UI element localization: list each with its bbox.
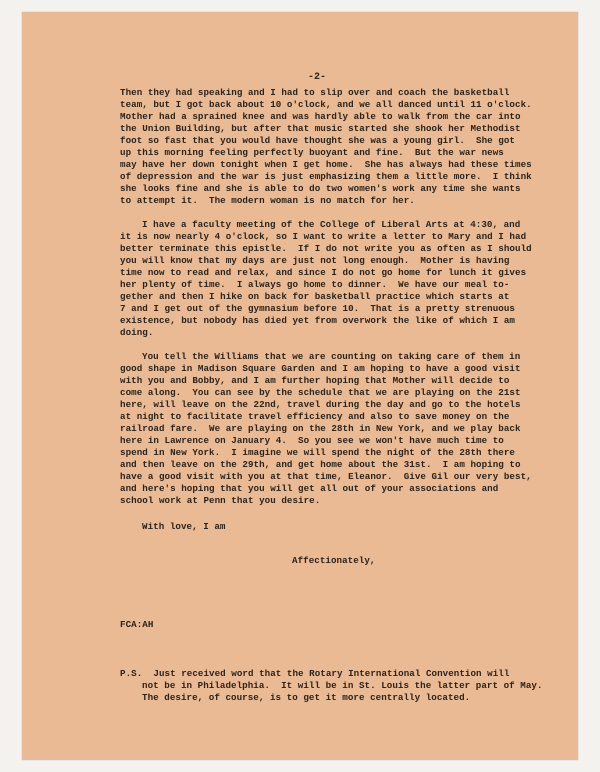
text-line: her plenty of time. I always go home to dinner. We have our meal to- [120,279,510,290]
text-line: time now to read and relax, and since I do not go home for lunch it gives [120,267,527,278]
text-line: existence, but nobody has died yet from overwork the like of which I am [120,315,516,326]
text-line: here in Lawrence on January 4. So you see we won't have much time to [120,435,504,446]
text-line: school work at Penn that you desire. [120,495,321,506]
text-line: I have a faculty meeting of the College of Liberal Arts at 4:30, and [142,219,521,230]
text-line: 7 and I get out of the gymnasium before 10. That is a pretty strenuous [120,303,516,314]
text-line: gether and then I hike on back for basketball practice which starts at [120,291,510,302]
text-line: may have her down tonight when I get home. She has always had these times [120,159,532,170]
text-line: railroad fare. We are playing on the 28th in New York, and we play back [120,423,521,434]
text-line: good shape in Madison Square Garden and I am hoping to have a good visit [120,363,521,374]
text-line: The desire, of course, is to get it more centrally located. [142,692,471,703]
text-line: of depression and the war is just emphasizing them a little more. I think [120,171,532,182]
text-line: better terminate this epistle. If I do not write you as often as I should [120,243,532,254]
text-line: foot so fast that you would have thought she was a young girl. She got [120,135,516,146]
text-line: have a good visit with you at that time, Eleanor. Give Gil our very best, [120,471,532,482]
text-line: and here's hoping that you will get all out of your associations and [120,483,499,494]
text-line: you will know that my days are just not long enough. Mother is having [120,255,510,266]
page-number: -2- [308,72,327,83]
text-line: with you and Bobby, and I am further hoping that Mother will decide to [120,375,510,386]
text-line: spend in New York. I imagine we will spend the night of the 28th there [120,447,516,458]
typist-initials: FCA:AH [120,619,154,630]
text-line: not be in Philadelphia. It will be in St. Louis the latter part of May. [142,680,543,691]
letter-page [22,12,578,760]
text-line: the Union Building, but after that music started she shook her Methodist [120,123,521,134]
text-line: to attempt it. The modern woman is no match for her. [120,195,415,206]
text-line: You tell the Williams that we are counting on taking care of them in [142,351,521,362]
text-line: Then they had speaking and I had to slip over and coach the basketball [120,87,510,98]
text-line: come along. You can see by the schedule that we are playing on the 21st [120,387,521,398]
text-line: she looks fine and she is able to do two women's work any time she wants [120,183,521,194]
text-line: and then leave on the 29th, and get home about the 31st. I am hoping to [120,459,521,470]
text-line: P.S. Just received word that the Rotary International Convention will [120,668,510,679]
text-line: it is now nearly 4 o'clock, so I want to write a letter to Mary and I had [120,231,527,242]
text-line: up this morning feeling perfectly buoyant and fine. But the war news [120,147,504,158]
text-line: doing. [120,327,154,338]
text-line: at night to facilitate travel efficiency and also to save money on the [120,411,510,422]
text-line: Mother had a sprained knee and was hardly able to walk from the car into [120,111,521,122]
sign-off-line: With love, I am [142,521,226,532]
text-line: here, will leave on the 22nd, travel during the day and go to the hotels [120,399,521,410]
closing: Affectionately, [292,555,376,566]
text-line: team, but I got back about 10 o'clock, and we all danced until 11 o'clock. [120,99,532,110]
